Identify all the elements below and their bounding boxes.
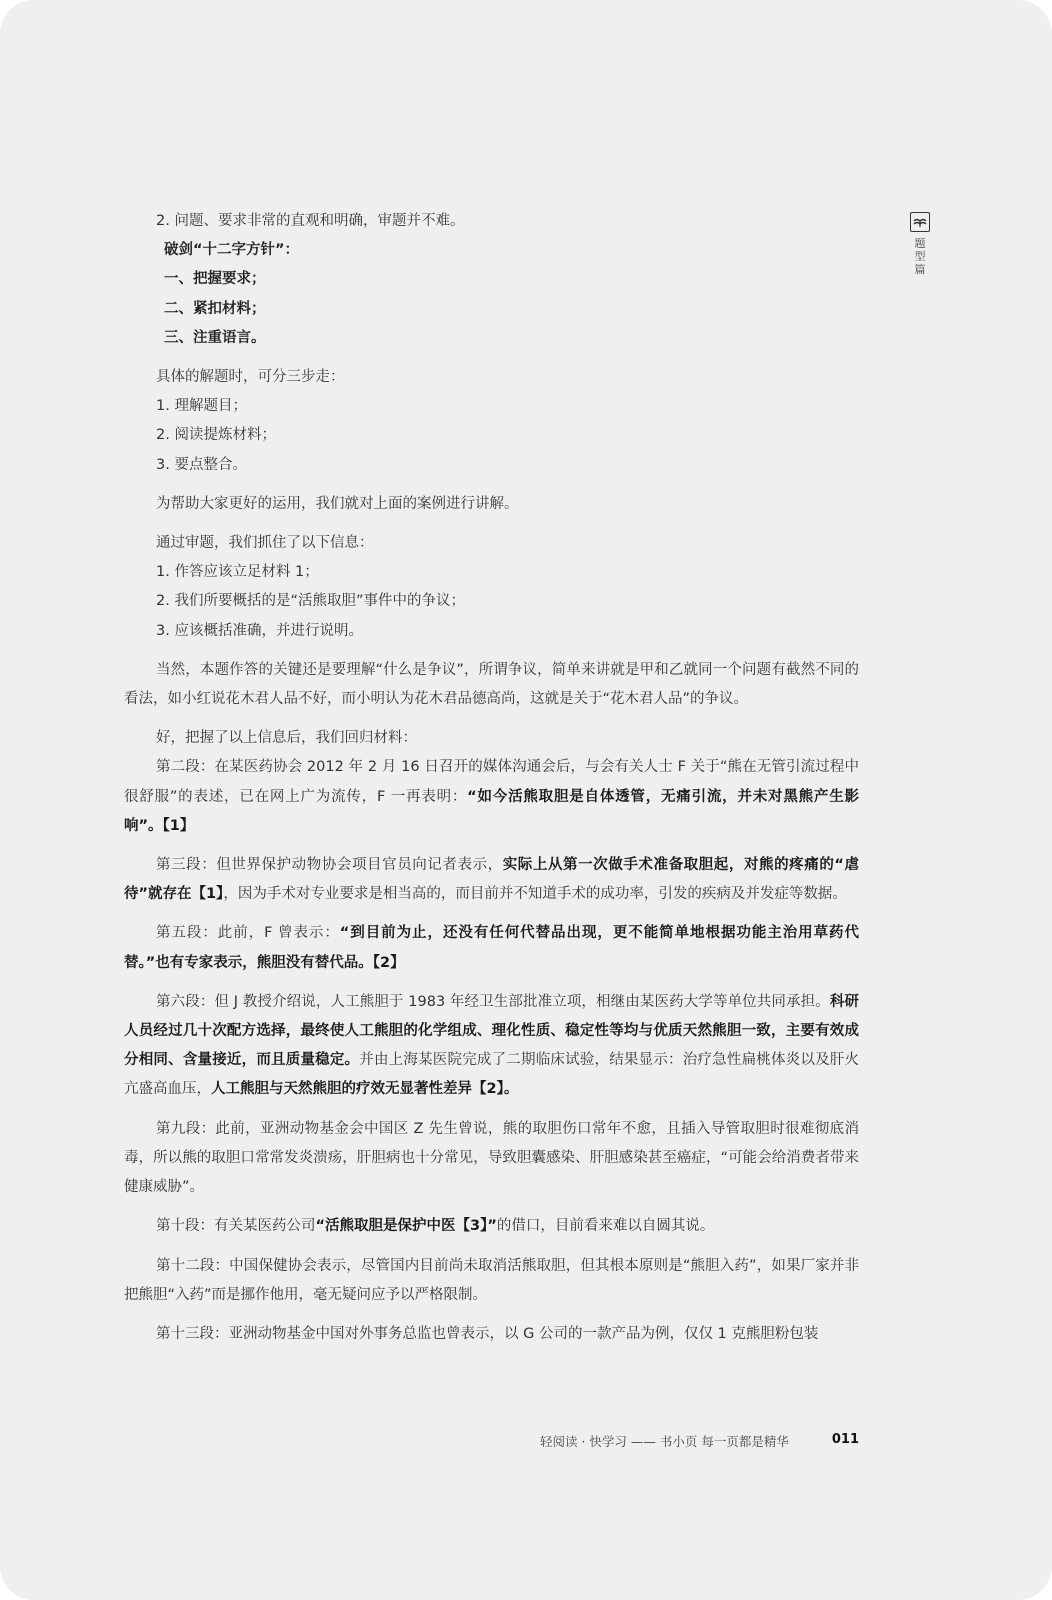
paragraph-text: 第三段：但世界保护动物协会项目官员向记者表示， (156, 857, 503, 874)
paragraph-text: 第二段：在某医药协会 2012 年 2 月 16 日召开的媒体沟通会后，与会有关人士 F 关于“熊在无管引流过程中很舒服”的表述，已在网上广为流传，F 一再表明： (124, 759, 859, 805)
footer-tagline: 轻阅读 · 快学习 —— 书小页 每一页都是精华 (540, 1434, 789, 1449)
text-line: 具体的解题时，可分三步走： (156, 369, 345, 386)
book-emblem-icon (910, 212, 930, 232)
chapter-label (915, 237, 926, 276)
paragraph (124, 851, 859, 909)
paragraph: 第十三段：亚洲动物基金中国对外事务总监也曾表示，以 G 公司的一款产品为例，仅仅 1 克熊胆粉包装 (156, 1325, 819, 1342)
list-item: 2. 阅读提炼材料； (156, 427, 276, 444)
paragraph-text: 的借口，目前看来难以自圆其说。 (496, 1218, 715, 1235)
page-number: 011 (831, 1432, 859, 1447)
paragraph (124, 919, 859, 977)
list-item: 3. 要点整合。 (156, 456, 247, 473)
page-footer (540, 1432, 859, 1452)
paragraph (124, 753, 859, 841)
bold-quote: 科研人员经过几十次配方选择，最终使人工熊胆的化学组成、理化性质、稳定性等均与优质天然熊胆一致，主要有效成分相同、含量接近，而且质量稳定。 (124, 993, 859, 1069)
text-line: 为帮助大家更好的运用，我们就对上面的案例进行讲解。 (156, 495, 519, 512)
paragraph: 好，把握了以上信息后，我们回归材料： (156, 730, 417, 747)
chapter-label-char: 题 (914, 237, 926, 250)
text-line: 通过审题，我们抓住了以下信息： (156, 535, 374, 552)
paragraph (124, 1212, 859, 1241)
paragraph-text: 第五段：此前，F 曾表示： (156, 925, 340, 942)
strategy-title: 破剑“十二字方针”： (164, 242, 300, 259)
strategy-item: 一、把握要求； (164, 271, 266, 288)
bold-quote: 实际上从第一次做手术准备取胆起，对熊的疼痛的“虐待”就存在【1】 (124, 857, 859, 903)
paragraph (124, 988, 859, 1105)
paragraph-text: 第十段：有关某医药公司 (156, 1218, 316, 1235)
paragraph-text: ，因为手术对专业要求是相当高的，而目前并不知道手术的成功率，引发的疾病及并发症等数据。 (223, 886, 847, 903)
bold-quote: 人工熊胆与天然熊胆的疗效无显著性差异【2】。 (211, 1081, 519, 1098)
bold-quote: “到目前为止，还没有任何代替品出现，更不能简单地根据功能主治用草药代替。”也有专家表示，熊胆没有替代品。【2】 (124, 925, 860, 971)
bold-quote: “如今活熊取胆是自体透管，无痛引流，并未对黑熊产生影响”。【1】 (124, 788, 859, 834)
chapter-label-char: 型 (914, 250, 926, 263)
chapter-label-char: 篇 (914, 263, 926, 276)
strategy-item: 二、紧扣材料； (164, 300, 266, 317)
bold-quote: “活熊取胆是保护中医【3】” (315, 1218, 497, 1235)
strategy-item: 三、注重语言。 (164, 329, 266, 346)
list-item: 1. 作答应该立足材料 1； (156, 564, 319, 581)
list-item: 3. 应该概括准确，并进行说明。 (156, 622, 363, 639)
list-item: 1. 理解题目； (156, 398, 247, 415)
chapter-side-tag (909, 212, 931, 276)
paragraph: 第九段：此前，亚洲动物基金会中国区 Z 先生曾说，熊的取胆伤口常年不愈，且插入导管取胆时很难彻底消毒，所以熊的取胆口常常发炎溃疡，肝胆病也十分常见，导致胆囊感染、肝胆感染甚至癌症，“可能会给消费者带来健康威胁”。 (124, 1120, 859, 1196)
paragraph: 第十二段：中国保健协会表示，尽管国内目前尚未取消活熊取胆，但其根本原则是“熊胆入药”，如果厂家并非把熊胆“入药”而是挪作他用，毫无疑问应予以严格限制。 (124, 1257, 859, 1303)
text-line: 2. 问题、要求非常的直观和明确，审题并不难。 (156, 213, 465, 229)
paragraph-text: 第六段：但 J 教授介绍说，人工熊胆于 1983 年经卫生部批准立项，相继由某医药大学等单位共同承担。 (156, 993, 830, 1010)
paragraph: 当然，本题作答的关键还是要理解“什么是争议”，所谓争议，简单来讲就是甲和乙就同一个问题有截然不同的看法，如小红说花木君人品不好，而小明认为花木君品德高尚，这就是关于“花木君人品”的争议。 (124, 661, 859, 708)
list-item: 2. 我们所要概括的是“活熊取胆”事件中的争议； (156, 593, 465, 610)
paragraph-text: 并由上海某医院完成了二期临床试验，结果显示：治疗急性扁桃体炎以及肝火亢盛高血压， (124, 1052, 859, 1098)
page-body (124, 207, 859, 1359)
